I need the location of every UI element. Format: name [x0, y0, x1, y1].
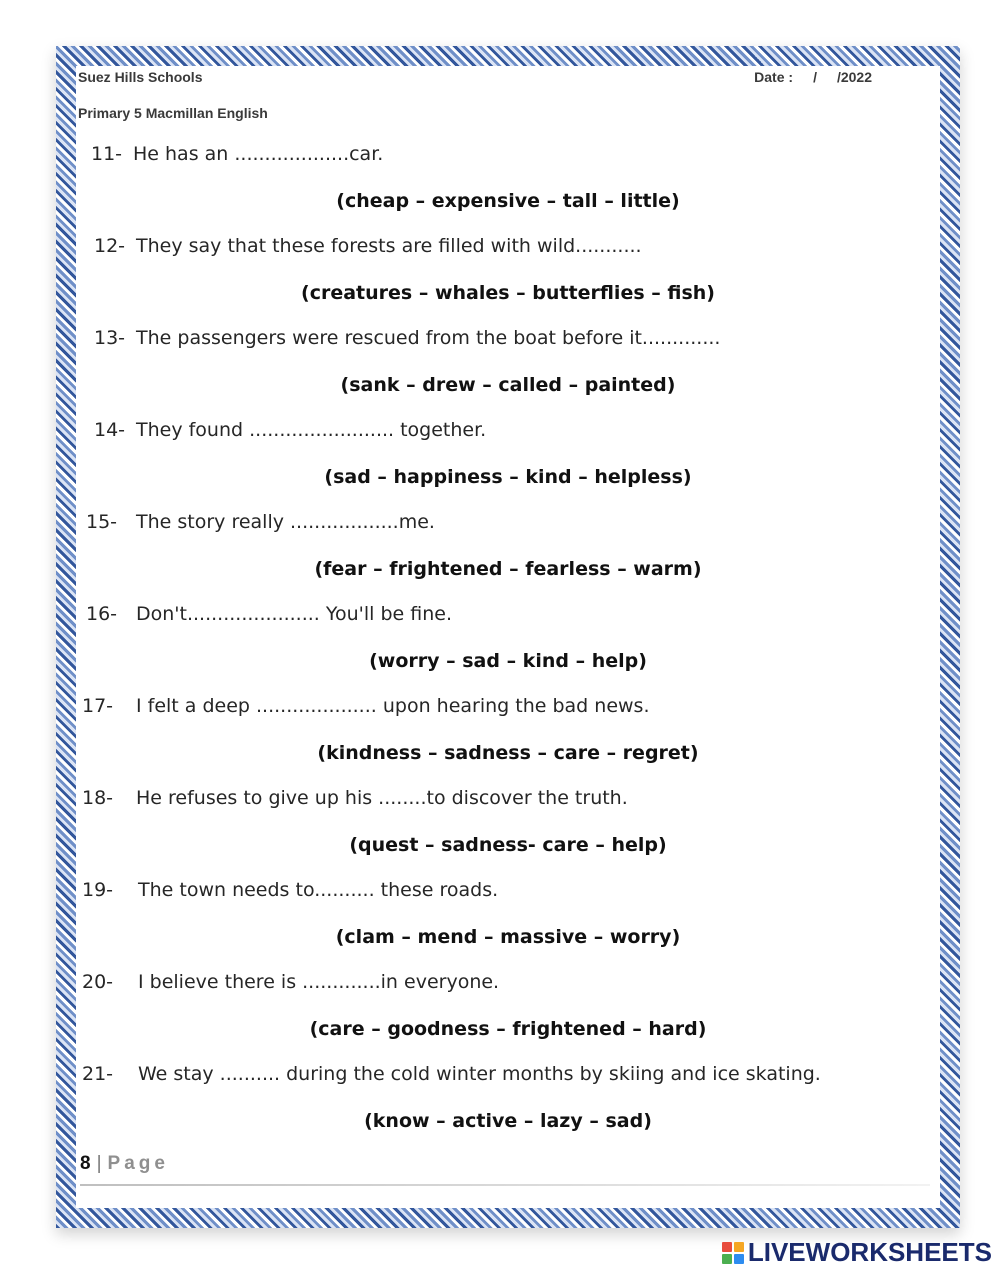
- question-text: We stay .......... during the cold winter months by skiing and ice skating.: [138, 1063, 821, 1085]
- options-19: (clam – mend – massive – worry): [335, 926, 681, 948]
- question-18: [82, 787, 628, 809]
- question-text: They found ........................ together.: [136, 419, 487, 441]
- liveworksheets-logo: [722, 1237, 992, 1268]
- question-number: 13-: [94, 327, 126, 349]
- school-name: Suez Hills Schools: [78, 69, 203, 85]
- options-11: (cheap – expensive – tall – little): [336, 190, 680, 212]
- question-14: [94, 419, 486, 441]
- question-number: 18-: [82, 787, 114, 809]
- course-level: Primary 5 Macmillan English: [78, 105, 268, 121]
- question-17: [82, 695, 650, 717]
- question-text: They say that these forests are filled with wild...........: [136, 235, 642, 257]
- question-number: 20-: [82, 971, 114, 993]
- logo-square-orange: [734, 1242, 744, 1252]
- question-12: [94, 235, 642, 257]
- question-text: The passengers were rescued from the boat before it.............: [136, 327, 721, 349]
- question-15: [86, 511, 435, 533]
- options-17: (kindness – sadness – care – regret): [317, 742, 699, 764]
- worksheet-content: [76, 66, 940, 1208]
- question-number: 16-: [86, 603, 118, 625]
- question-text: The town needs to.......... these roads.: [138, 879, 499, 901]
- date-slash: /: [813, 69, 817, 85]
- question-text: I believe there is .............in everyone.: [138, 971, 500, 993]
- question-number: 17-: [82, 695, 114, 717]
- options-18: (quest – sadness- care – help): [349, 834, 667, 856]
- logo-square-red: [722, 1242, 732, 1252]
- options-20: (care – goodness – frightened – hard): [309, 1018, 707, 1040]
- footer-divider: [80, 1184, 930, 1186]
- question-text: He refuses to give up his ........to discover the truth.: [136, 787, 628, 809]
- question-11: [91, 143, 383, 165]
- question-number: 14-: [94, 419, 126, 441]
- options-13: (sank – drew – called – painted): [340, 374, 676, 396]
- date-label: Date :: [754, 69, 794, 85]
- question-text: Don't...................... You'll be fine.: [136, 603, 452, 625]
- date-year: /2022: [836, 69, 872, 85]
- question-number: 21-: [82, 1063, 114, 1085]
- question-number: 19-: [82, 879, 114, 901]
- page-number: 8: [80, 1153, 91, 1174]
- logo-square-blue: [734, 1254, 744, 1264]
- options-16: (worry – sad – kind – help): [369, 650, 647, 672]
- question-21: [82, 1063, 821, 1085]
- worksheet-page: [56, 46, 960, 1228]
- options-12: (creatures – whales – butterflies – fish): [301, 282, 715, 304]
- logo-square-green: [722, 1254, 732, 1264]
- page-footer: [80, 1153, 169, 1175]
- question-text: I felt a deep .................... upon hearing the bad news.: [136, 695, 650, 717]
- question-number: 12-: [94, 235, 126, 257]
- question-16: [86, 603, 452, 625]
- question-19: [82, 879, 498, 901]
- brand-name: LIVEWORKSHEETS: [747, 1237, 992, 1267]
- question-text: He has an ...................car.: [133, 143, 384, 165]
- question-text: The story really ..................me.: [136, 511, 435, 533]
- options-21: (know – active – lazy – sad): [364, 1110, 652, 1132]
- question-number: 11-: [91, 143, 123, 165]
- page-word: Page: [107, 1153, 169, 1174]
- date-field: [754, 69, 872, 85]
- liveworksheets-logo-icon: [722, 1242, 744, 1264]
- options-14: (sad – happiness – kind – helpless): [324, 466, 692, 488]
- question-13: [94, 327, 720, 349]
- question-number: 15-: [86, 511, 118, 533]
- question-20: [82, 971, 499, 993]
- options-15: (fear – frightened – fearless – warm): [314, 558, 702, 580]
- page-separator: |: [96, 1153, 102, 1174]
